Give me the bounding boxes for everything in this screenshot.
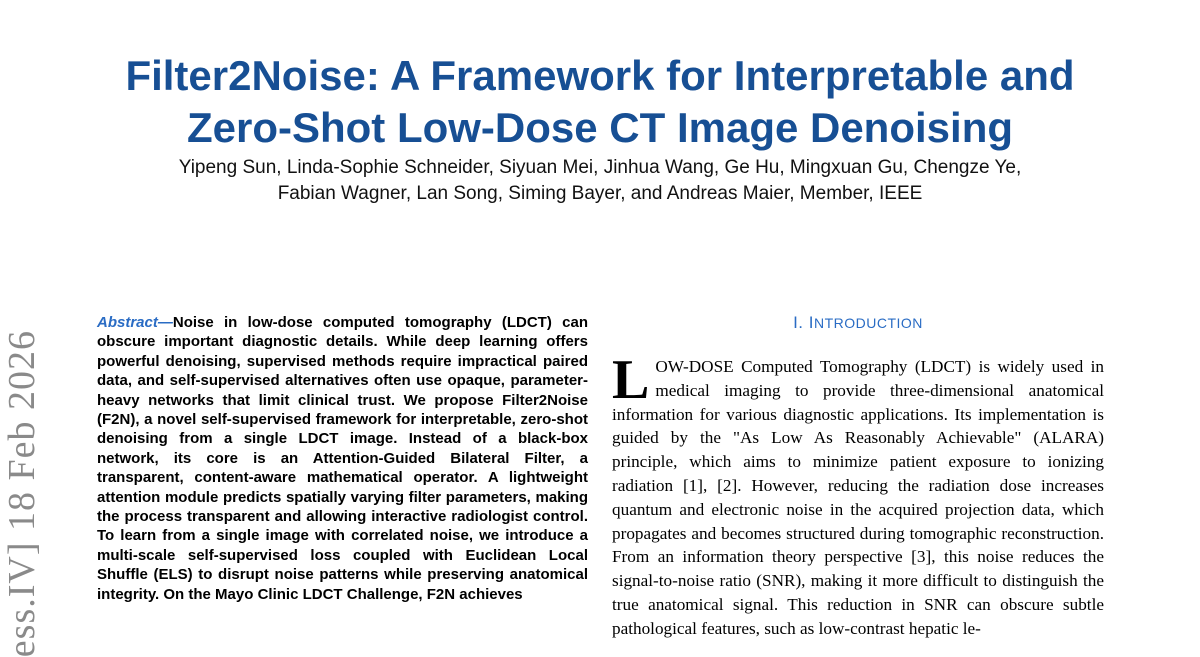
introduction-text: OW-DOSE Computed Tomography (LDCT) is widely used in medical imaging to provide three-dimensional anatomical information for various diagnostic applications. Its implementation is guided by the "As Low As Reasonably Achievable" (ALARA) principle, which aims to minimize patient exposure to ionizing radiation [1], [2]. However, reducing the radiation dose increases quantum and electronic noise in the acquired projection data, which propagates and becomes structured during tomographic reconstruction. From an information theory perspective [3], this noise reduces the signal-to-noise ratio (SNR), making it more difficult to distinguish the true anatomical signal. This reduction in SNR can obscure subtle pathological features, such as low-contrast hepatic le- [612,357,1104,638]
drop-cap: L [612,349,650,411]
authors-line-2: Fabian Wagner, Lan Song, Siming Bayer, and Andreas Maier, Member, IEEE [277,183,923,204]
arxiv-stamp: ess.IV] 18 Feb 2026 [1,330,43,657]
paper-title [60,50,1140,154]
author-list [60,155,1140,207]
title-line-1: Filter2Noise: A Framework for Interpretable and [125,52,1075,100]
abstract [97,313,588,604]
abstract-label: Abstract— [97,314,173,331]
section-title-rest: NTRODUCTION [813,315,923,331]
section-title-first-letter: I [808,313,814,332]
introduction-paragraph [612,349,1104,641]
section-heading-introduction [612,313,1104,333]
authors-line-1: Yipeng Sun, Linda-Sophie Schneider, Siyuan Mei, Jinhua Wang, Ge Hu, Mingxuan Gu, Chengze Ye, [178,157,1022,178]
section-numeral: I. [793,313,804,332]
abstract-text: Noise in low-dose computed tomography (LDCT) can obscure important diagnostic details. While deep learning offers powerful denoising, supervised methods require impractical paired data, and self-supervised alternatives often use opaque, parameter-heavy networks that limit clinical trust. We propose Filter2Noise (F2N), a novel self-supervised framework for interpretable, zero-shot denoising from a single LDCT image. Instead of a black-box network, its core is an Attention-Guided Bilateral Filter, a transparent, content-aware mathematical operator. A lightweight attention module predicts spatially varying filter parameters, making the process transparent and allowing interactive radiologist control. To learn from a single image with correlated noise, we introduce a multi-scale self-supervised loss coupled with Euclidean Local Shuffle (ELS) to disrupt noise patterns while preserving anatomical integrity. On the Mayo Clinic LDCT Challenge, F2N achieves [97,314,588,603]
title-line-2: Zero-Shot Low-Dose CT Image Denoising [186,104,1014,152]
